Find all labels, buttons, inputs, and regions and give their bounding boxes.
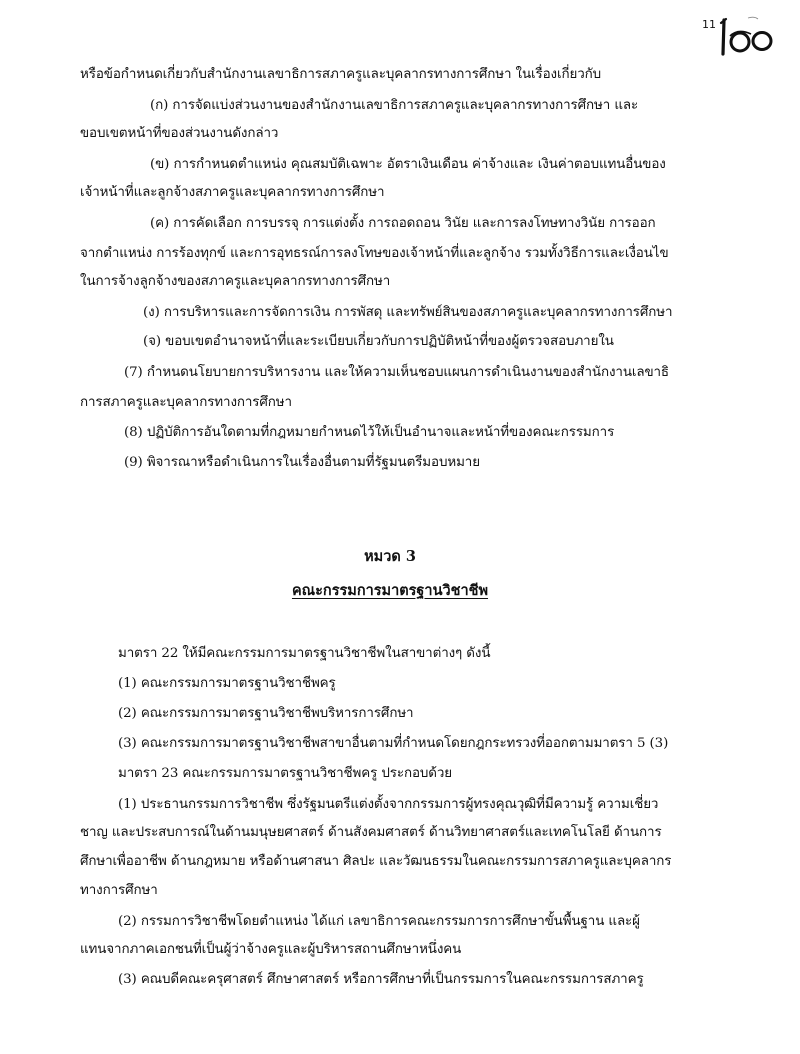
text-line: เจ้าหน้าที่และลูกจ้างสภาครูและบุคลากรทางการศึกษา [80, 185, 385, 200]
handwritten-page-mark [718, 14, 780, 58]
text-line: (1) ประธานกรรมการวิชาชีพ ซึ่งรัฐมนตรีแต่งตั้งจากกรรมการผู้ทรงคุณวุฒิที่มีความรู้ ความเชี่ยว [118, 797, 659, 812]
text-line: (7) กำหนดนโยบายการบริหารงาน และให้ความเห็นชอบแผนการดำเนินงานของสำนักงานเลขาธิ [124, 365, 669, 380]
section-line: มาตรา 23 คณะกรรมการมาตรฐานวิชาชีพครู ประกอบด้วย [118, 766, 453, 781]
chapter-title: คณะกรรมการมาตรฐานวิชาชีพ [291, 582, 489, 599]
text-line: (ง) การบริหารและการจัดการเงิน การพัสดุ และทรัพย์สินของสภาครูและบุคลากรทางการศึกษา [143, 305, 673, 320]
text-line: การสภาครูและบุคลากรทางการศึกษา [80, 395, 292, 410]
text-line: (9) พิจารณาหรือดำเนินการในเรื่องอื่นตามที่รัฐมนตรีมอบหมาย [124, 455, 480, 470]
text-line: (2) คณะกรรมการมาตรฐานวิชาชีพบริหารการศึกษา [118, 706, 414, 721]
text-line: (2) กรรมการวิชาชีพโดยตำแหน่ง ได้แก่ เลขาธิการคณะกรรมการการศึกษาขั้นพื้นฐาน และผู้ [118, 914, 640, 929]
text-line: ขอบเขตหน้าที่ของส่วนงานดังกล่าว [80, 126, 279, 141]
text-line: ศึกษาเพื่ออาชีพ ด้านกฎหมาย หรือด้านศาสนา ศิลปะ และวัฒนธรรมในคณะกรรมการสภาครูและบุคลากร [80, 854, 672, 869]
text-line: ในการจ้างลูกจ้างของสภาครูและบุคลากรทางการศึกษา [80, 274, 391, 289]
text-line: (ก) การจัดแบ่งส่วนงานของสำนักงานเลขาธิการสภาครูและบุคลากรทางการศึกษา และ [150, 98, 639, 113]
section-line: มาตรา 22 ให้มีคณะกรรมการมาตรฐานวิชาชีพในสาขาต่างๆ ดังนี้ [118, 646, 491, 661]
text-line: (3) คณะกรรมการมาตรฐานวิชาชีพสาขาอื่นตามที่กำหนดโดยกฎกระทรวงที่ออกตามมาตรา 5 (3) [118, 736, 669, 751]
text-line: (ข) การกำหนดตำแหน่ง คุณสมบัติเฉพาะ อัตราเงินเดือน ค่าจ้างและ เงินค่าตอบแทนอื่นของ [150, 157, 666, 172]
text-line: (1) คณะกรรมการมาตรฐานวิชาชีพครู [118, 676, 336, 691]
text-line: (3) คณบดีคณะครุศาสตร์ ศึกษาศาสตร์ หรือการศึกษาที่เป็นกรรมการในคณะกรรมการสภาครู [118, 972, 644, 987]
page-number: 11 [702, 18, 716, 31]
text-line: แทนจากภาคเอกชนที่เป็นผู้ว่าจ้างครูและผู้บริหารสถานศึกษาหนึ่งคน [80, 942, 462, 957]
text-line: (8) ปฏิบัติการอันใดตามที่กฎหมายกำหนดไว้ให้เป็นอำนาจและหน้าที่ของคณะกรรมการ [124, 425, 615, 440]
text-line: จากตำแหน่ง การร้องทุกข์ และการอุทธรณ์การลงโทษของเจ้าหน้าที่และลูกจ้าง รวมทั้งวิธีการและเงื่อนไข [80, 246, 669, 261]
chapter-heading: หมวด 3 [364, 548, 416, 565]
text-line: (จ) ขอบเขตอำนาจหน้าที่และระเบียบเกี่ยวกับการปฏิบัติหน้าที่ของผู้ตรวจสอบภายใน [143, 334, 614, 349]
text-line: หรือข้อกำหนดเกี่ยวกับสำนักงานเลขาธิการสภาครูและบุคลากรทางการศึกษา ในเรื่องเกี่ยวกับ [80, 67, 602, 82]
text-line: (ค) การคัดเลือก การบรรจุ การแต่งตั้ง การถอดถอน วินัย และการลงโทษทางวินัย การออก [150, 216, 656, 231]
text-line: ทางการศึกษา [80, 883, 158, 898]
text-line: ชาญ และประสบการณ์ในด้านมนุษยศาสตร์ ด้านสังคมศาสตร์ ด้านวิทยาศาสตร์และเทคโนโลยี ด้านการ [80, 825, 662, 840]
